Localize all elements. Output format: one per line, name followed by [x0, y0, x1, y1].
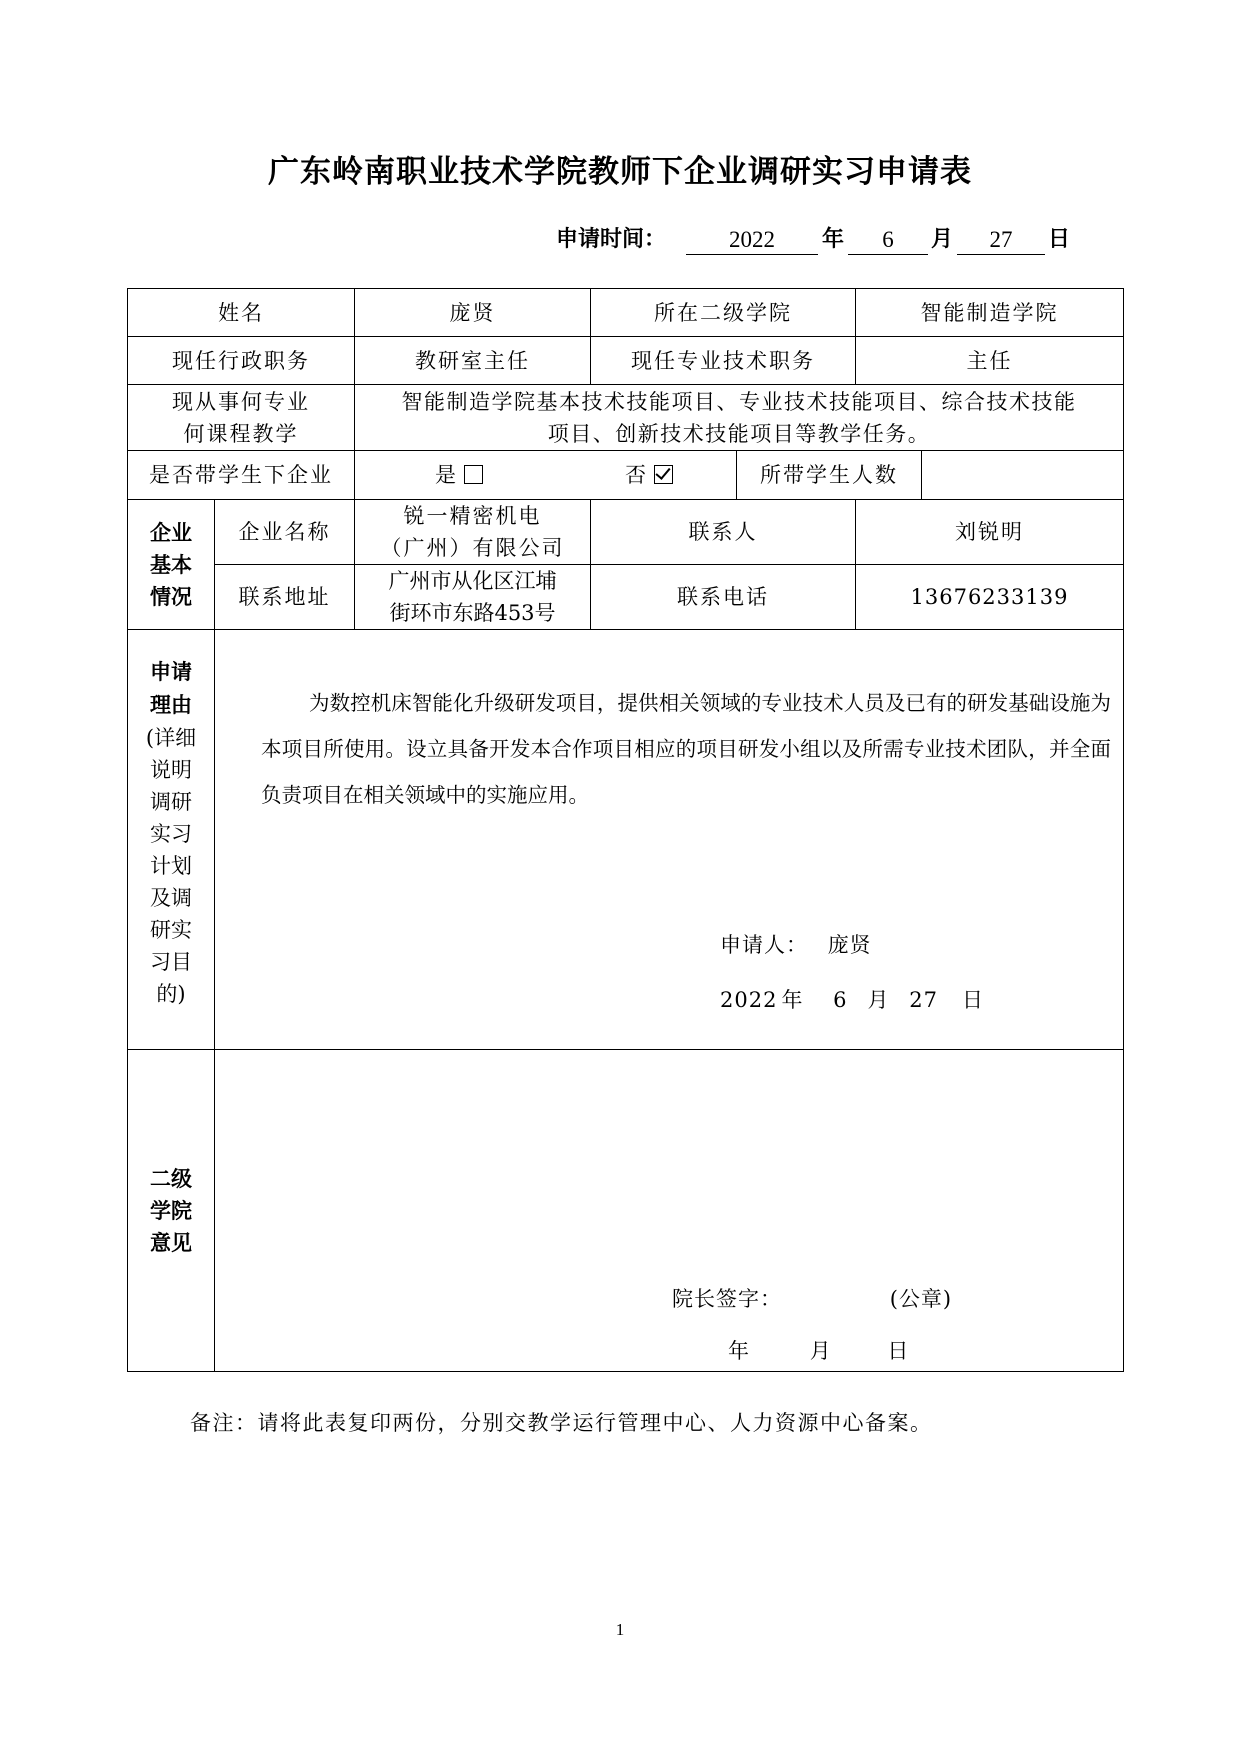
admin-position-value: 教研室主任	[355, 337, 591, 385]
reason-sub-line: 习目	[150, 950, 192, 974]
reason-label-2: 理由	[150, 693, 192, 717]
reason-sub-line: 研实	[150, 918, 192, 942]
reason-sub-line: 调研	[150, 790, 192, 814]
no-checkbox[interactable]	[654, 465, 673, 484]
name-value: 庞贤	[355, 289, 591, 337]
application-form	[127, 288, 1124, 1372]
reason-sub-line: 及调	[150, 886, 192, 910]
reason-date-year: 2022	[720, 988, 778, 1012]
teaching-label-line2: 何课程教学	[183, 421, 299, 446]
row-reason	[128, 630, 1124, 1050]
teaching-value	[355, 385, 1124, 451]
admin-position-label: 现任行政职务	[128, 337, 355, 385]
opinion-month-unit: 月	[809, 1339, 832, 1363]
apply-date-label: 申请时间：	[556, 227, 667, 252]
reason-date-month-unit: 月	[867, 988, 890, 1012]
company-section-label-2: 基本	[150, 552, 192, 577]
college-value: 智能制造学院	[856, 289, 1124, 337]
row-positions	[128, 337, 1124, 385]
applicant-label: 申请人：	[720, 933, 808, 957]
company-name-line1: 锐一精密机电	[403, 504, 542, 528]
reason-date-month: 6	[833, 988, 848, 1012]
reason-label-1: 申请	[150, 660, 192, 684]
address-line2: 街环市东路453号	[389, 601, 556, 625]
opinion-year-unit: 年	[728, 1339, 750, 1363]
tech-position-label: 现任专业技术职务	[591, 337, 856, 385]
apply-date-year: 2022	[686, 226, 818, 255]
apply-date-day: 27	[957, 226, 1045, 255]
college-label: 所在二级学院	[591, 289, 856, 337]
reason-label	[128, 630, 215, 1050]
company-section-label-3: 情况	[150, 584, 192, 609]
page-title: 广东岭南职业技术学院教师下企业调研实习申请表	[268, 154, 972, 190]
with-students-options	[355, 451, 737, 500]
row-company-address	[128, 565, 1124, 630]
opinion-label-1: 二级	[150, 1166, 192, 1191]
apply-date-day-unit: 日	[1048, 227, 1071, 252]
apply-date-year-unit: 年	[822, 227, 845, 252]
opinion-content	[215, 1050, 1124, 1372]
row-company-name	[128, 500, 1124, 565]
yes-label: 是	[435, 463, 458, 487]
company-section-label-1: 企业	[150, 520, 192, 545]
opinion-label-3: 意见	[150, 1230, 192, 1255]
address-label: 联系地址	[215, 565, 355, 630]
opinion-day-unit: 日	[887, 1339, 910, 1363]
row-teaching	[128, 385, 1124, 451]
applicant-name: 庞贤	[827, 933, 872, 957]
company-name-label: 企业名称	[215, 500, 355, 565]
no-label: 否	[625, 463, 648, 487]
row-opinion	[128, 1050, 1124, 1372]
teaching-value-line1: 智能制造学院基本技术技能项目、专业技术技能项目、综合技术技能	[401, 389, 1077, 414]
reason-date	[720, 984, 984, 1016]
yes-checkbox[interactable]	[464, 465, 483, 484]
page-number: 1	[615, 1620, 625, 1639]
apply-date-month-unit: 月	[931, 227, 954, 252]
reason-date-day: 27	[909, 988, 938, 1012]
applicant-signature	[720, 929, 872, 961]
reason-sub-line: 实习	[150, 822, 192, 846]
company-name-value	[355, 500, 591, 565]
student-count-value	[922, 451, 1123, 499]
dean-sign-label: 院长签字：	[672, 1287, 782, 1311]
company-section-label	[128, 500, 215, 630]
reason-sub-line: 的)	[156, 982, 186, 1006]
reason-date-day-unit: 日	[961, 988, 984, 1012]
teaching-label	[128, 385, 355, 451]
dean-signature	[672, 1283, 952, 1315]
with-students-label: 是否带学生下企业	[128, 451, 355, 500]
seal-label: (公章)	[889, 1287, 953, 1311]
contact-label: 联系人	[591, 500, 856, 565]
address-value	[355, 565, 591, 630]
reason-sub-label	[128, 722, 214, 1010]
student-count-cell	[737, 451, 1124, 500]
row-students	[128, 451, 1124, 500]
apply-date-month: 6	[848, 226, 928, 255]
teaching-label-line1: 现从事何专业	[172, 389, 310, 414]
reason-date-year-unit: 年	[781, 988, 804, 1012]
phone-label: 联系电话	[591, 565, 856, 630]
name-label: 姓名	[128, 289, 355, 337]
tech-position-value: 主任	[856, 337, 1124, 385]
phone-value: 13676233139	[856, 565, 1124, 630]
row-name-college	[128, 289, 1124, 337]
opinion-date	[728, 1335, 909, 1367]
no-option	[625, 459, 673, 491]
reason-text: 为数控机床智能化升级研发项目，提供相关领域的专业技术人员及已有的研发基础设施为本项目所使用。设立具备开发本合作项目相应的项目研发小组以及所需专业技术团队，并全面负责项目在相关领域中的实施应用。	[261, 691, 1111, 807]
company-name-line2: （广州）有限公司	[380, 536, 565, 560]
address-line1: 广州市从化区江埔	[388, 569, 557, 593]
contact-value: 刘锐明	[856, 500, 1124, 565]
student-count-label: 所带学生人数	[737, 451, 922, 499]
note: 备注：请将此表复印两份，分别交教学运行管理中心、人力资源中心备案。	[190, 1411, 933, 1435]
opinion-label-2: 学院	[150, 1198, 192, 1223]
reason-sub-line: (详细	[145, 726, 197, 750]
opinion-label	[128, 1050, 215, 1372]
reason-sub-line: 计划	[150, 854, 192, 878]
reason-content	[215, 630, 1124, 1050]
teaching-value-line2: 项目、创新技术技能项目等教学任务。	[547, 421, 931, 446]
reason-sub-line: 说明	[150, 758, 192, 782]
